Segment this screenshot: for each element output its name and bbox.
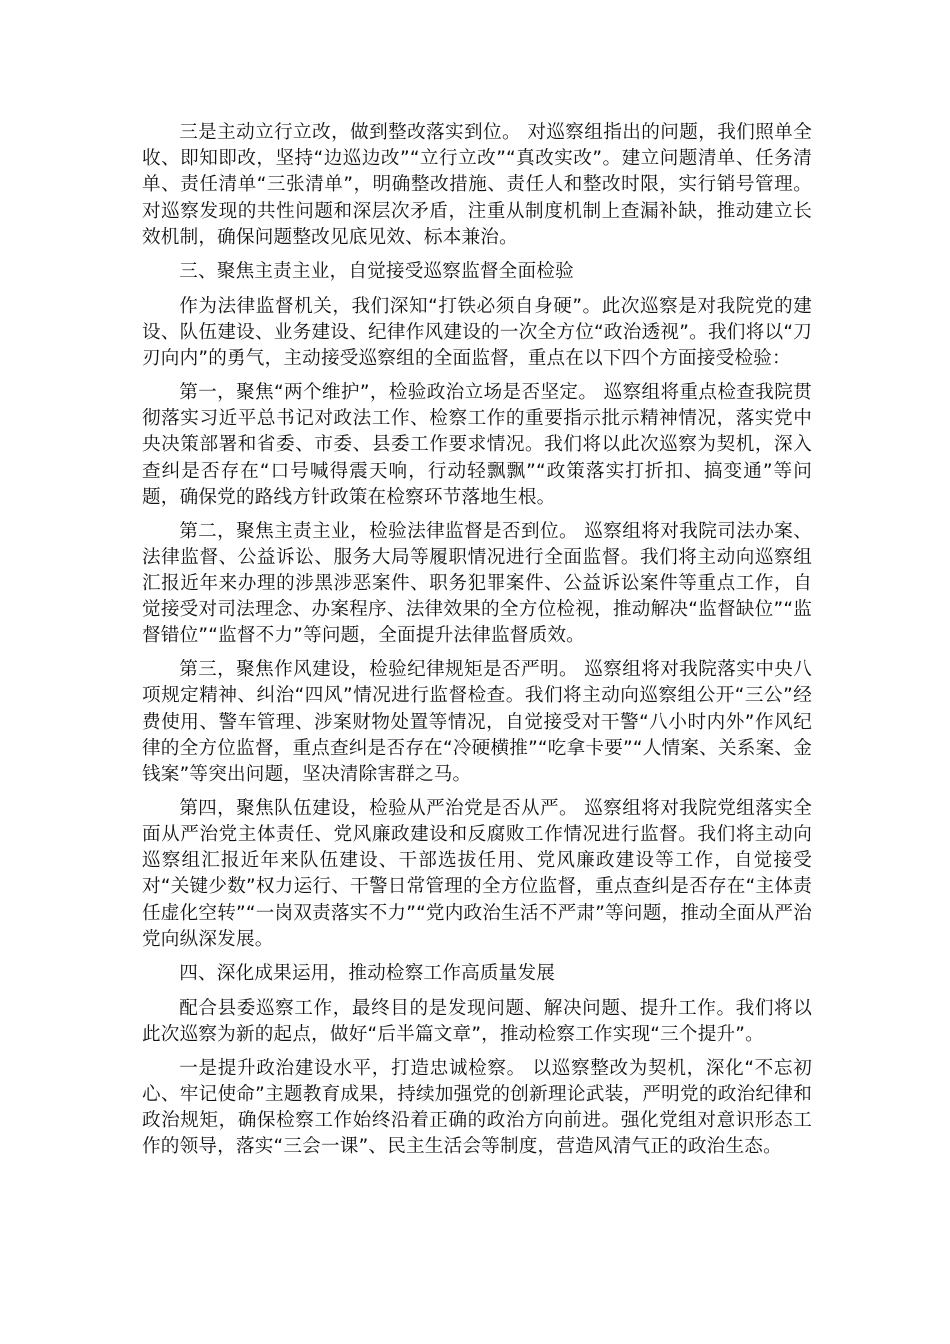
paragraph-third: 第三，聚焦作风建设，检验纪律规矩是否严明。 巡察组将对我院落实中央八项规定精神、纠治“四风”情况进行监督检查。我们将主动向巡察组公开“三公”经费使用、警车管理、涉案财物处置等情况，自觉接受对干警“八小时内外”作风纪律的全方位监督，重点查纠是否存在“冷硬横推”“吃拿卡要”“人情案、关系案、金钱案”等突出问题，坚决清除害群之马。 (142, 659, 812, 786)
paragraph-intro-4: 配合县委巡察工作，最终目的是发现问题、解决问题、提升工作。我们将以此次巡察为新的起点，做好“后半篇文章”，推动检察工作实现“三个提升”。 (142, 997, 812, 1046)
paragraph-second: 第二，聚焦主责主业，检验法律监督是否到位。 巡察组将对我院司法办案、法律监督、公益诉讼、服务大局等履职情况进行全面监督。我们将主动向巡察组汇报近年来办理的涉黑涉恶案件、职务犯罪案件、公益诉讼案件等重点工作，自觉接受对司法理念、办案程序、法律效果的全方位检视，推动解决“监督缺位”“监督错位”“监督不力”等问题，全面提升法律监督质效。 (142, 520, 812, 647)
paragraph-rectification: 三是主动立行立改，做到整改落实到位。 对巡察组指出的问题，我们照单全收、即知即改，坚持“边巡边改”“立行立改”“真改实改”。建立问题清单、任务清单、责任清单“三张清单”，明确整改措施、责任人和整改时限，实行销号管理。对巡察发现的共性问题和深层次矛盾，注重从制度机制上查漏补缺，推动建立长效机制，确保问题整改见底见效、标本兼治。 (142, 122, 812, 248)
section-heading-3: 三、聚焦主责主业，自觉接受巡察监督全面检验 (179, 260, 574, 282)
paragraph-political: 一是提升政治建设水平，打造忠诚检察。 以巡察整改为契机，深化“不忘初心、牢记使命”主题教育成果，持续加强党的创新理论武装，严明党的政治纪律和政治规矩，确保检察工作始终沿着正确的政治方向前进。强化党组对意识形态工作的领导，落实“三会一课”、民主生活会等制度，营造风清气正的政治生态。 (142, 1057, 812, 1158)
section-heading-4: 四、深化成果运用，推动检察工作高质量发展 (179, 962, 556, 984)
document-body (142, 120, 812, 1168)
paragraph-intro-3: 作为法律监督机关，我们深知“打铁必须自身硬”。此次巡察是对我院党的建设、队伍建设、业务建设、纪律作风建设的一次全方位“政治透视”。我们将以“刀刃向内”的勇气，主动接受巡察组的全面监督，重点在以下四个方面接受检验： (142, 295, 812, 370)
paragraph-fourth: 第四，聚焦队伍建设，检验从严治党是否从严。 巡察组将对我院党组落实全面从严治党主体责任、党风廉政建设和反腐败工作情况进行监督。我们将主动向巡察组汇报近年来队伍建设、干部选拔任用、党风廉政建设等工作，自觉接受对“关键少数”权力运行、干警日常管理的全方位监督，重点查纠是否存在“主体责任虚化空转”“一岗双责落实不力”“党内政治生活不严肃”等问题，推动全面从严治党向纵深发展。 (142, 797, 812, 950)
paragraph-first: 第一，聚焦“两个维护”，检验政治立场是否坚定。 巡察组将重点检查我院贯彻落实习近平总书记对政法工作、检察工作的重要指示批示精神情况，落实党中央决策部署和省委、市委、县委工作要求情况。我们将以此次巡察为契机，深入查纠是否存在“口号喊得震天响，行动轻飘飘”“政策落实打折扣、搞变通”等问题，确保党的路线方针政策在检察环节落地生根。 (142, 382, 812, 508)
